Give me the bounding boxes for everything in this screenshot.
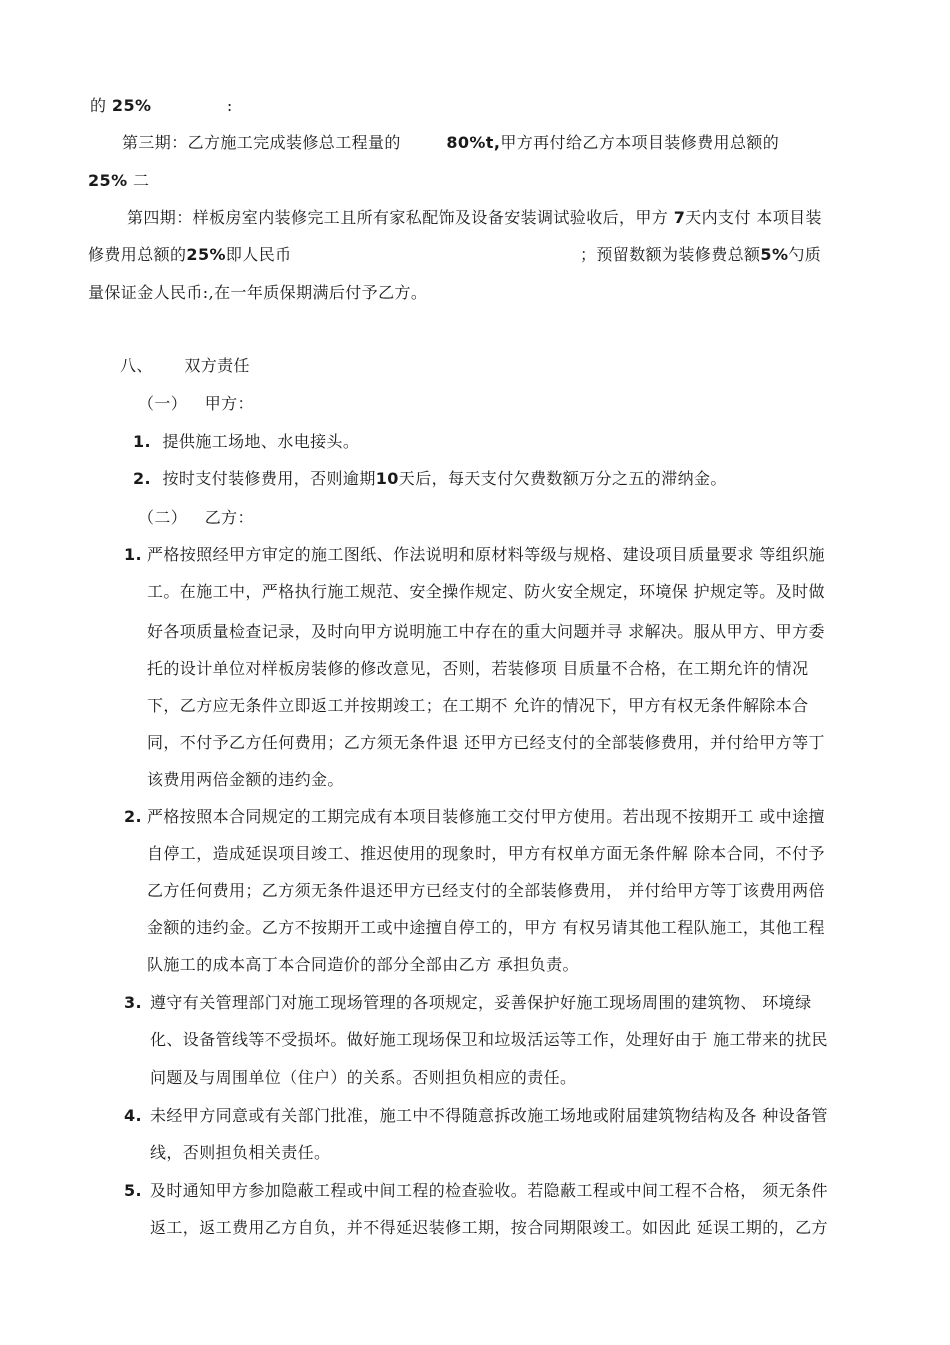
colon: : [226, 96, 233, 115]
section-8-heading [120, 356, 250, 376]
party-b-item-2-line: 队施工的成本高丁本合同造价的部分全部由乙方 承担负责。 [147, 955, 579, 974]
party-b-item-4-number: 4. [124, 1106, 143, 1125]
percent: 25% [111, 96, 152, 115]
party-b-item-1-line: 托的设计单位对样板房装修的修改意见，否则，若装修项 目质量不合格，在工期允许的情况 [147, 659, 809, 678]
payment-line-1 [90, 96, 233, 116]
item-text: 提供施工场地、水电接头。 [162, 432, 360, 451]
text: 的 [90, 96, 107, 115]
text: ；预留数额为装修费总额 [580, 245, 761, 264]
text: 即人民币 [225, 245, 292, 264]
party-b-heading [138, 508, 254, 528]
party-b-item-1-line: 下，乙方应无条件立即返工并按期竣工；在工期不 允许的情况下，甲方有权无条件解除本合 [147, 696, 809, 715]
party-b-item-3-line: 遵守有关管理部门对施工现场管理的各项规定，妥善保护好施工现场周围的建筑物、 环境绿 [150, 993, 812, 1012]
party-b-item-1-line: 工。在施工中，严格执行施工规范、安全操作规定、防火安全规定，环境保 护规定等。及时做 [147, 582, 825, 601]
text: 二 [133, 171, 150, 190]
days-number: 7 [673, 208, 686, 227]
party-a-heading [138, 394, 254, 414]
party-b-item-2-line: 自停工，造成延误项目竣工、推迟使用的现象时，甲方有权单方面无条件解 除本合同，不付予 [147, 844, 825, 863]
party-b-item-4-line: 未经甲方同意或有关部门批准，施工中不得随意拆改施工场地或附届建筑物结构及各 种设备管 [150, 1106, 828, 1125]
party-b-item-3-number: 3. [124, 993, 143, 1012]
item-text: 天后，每天支付欠费数额万分之五的滞纳金。 [398, 469, 727, 488]
phase-4-line-2 [88, 245, 292, 265]
text: 天内支付 本项目装 [685, 208, 822, 227]
phase-4-line-1 [127, 208, 822, 228]
party-b-item-4-line: 线，否则担负相关责任。 [150, 1143, 331, 1162]
party-title: 甲方： [204, 394, 254, 413]
party-b-item-1-line: 好各项质量检查记录，及时向甲方说明施工中存在的重大问题并寻 求解决。服从甲方、甲方委 [147, 622, 825, 641]
party-b-item-3-line: 化、设备管线等不受损坏。做好施工现场保卫和垃圾活运等工作，处理好由于 施工带来的扰民 [150, 1030, 828, 1049]
party-b-item-2-number: 2. [124, 807, 143, 826]
percent: 25% [186, 245, 226, 264]
party-a-item-1 [133, 432, 359, 452]
text: 第四期：样板房室内装修完工且所有家私配饰及设备安装调试验收后，甲方 [127, 208, 669, 227]
percent: 5% [760, 245, 789, 264]
party-b-item-5-line: 返工，返工费用乙方自负，并不得延迟装修工期，按合同期限竣工。如因此 延误工期的，乙方 [150, 1218, 828, 1237]
phase-3-line [122, 133, 779, 153]
phase-3-end [88, 171, 149, 191]
text: 第三期：乙方施工完成装修总工程量的 [122, 133, 401, 152]
party-b-item-5-number: 5. [124, 1181, 143, 1200]
percent: 80%t, [446, 133, 501, 152]
party-b-item-1-line: 该费用两倍金额的违约金。 [147, 770, 344, 789]
text: 修费用总额的 [88, 245, 187, 264]
party-b-item-2-line: 乙方任何费用；乙方须无条件退还甲方已经支付的全部装修费用， 并付给甲方等丁该费用两倍 [147, 881, 825, 900]
party-title: 乙方： [204, 508, 254, 527]
phase-4-line-2-right [580, 245, 821, 265]
party-a-item-2 [133, 469, 727, 489]
party-b-item-1-line: 严格按照经甲方审定的施工图纸、作法说明和原材料等级与规格、建设项目质量要求 等组织施 [147, 545, 825, 564]
party-b-item-5-line: 及时通知甲方参加隐蔽工程或中间工程的检查验收。若隐蔽工程或中间工程不合格， 须无条件 [150, 1181, 828, 1200]
section-number: 八、 [120, 356, 153, 375]
percent: 25% [88, 171, 128, 190]
item-number: 1. [133, 432, 152, 451]
text: 勺质 [788, 245, 822, 264]
party-b-item-3-line: 问题及与周围单位（住户）的关系。否则担负相应的责任。 [150, 1068, 577, 1087]
days-number: 10 [375, 469, 399, 488]
phase-4-line-3: 量保证金人民币:,在一年质保期满后付予乙方。 [88, 283, 428, 302]
item-number: 2. [133, 469, 152, 488]
text: 甲方再付给乙方本项目装修费用总额的 [500, 133, 780, 152]
item-text: 按时支付装修费用，否则逾期 [162, 469, 376, 488]
section-title: 双方责任 [184, 356, 250, 375]
party-b-item-1-line: 同，不付予乙方任何费用；乙方须无条件退 还甲方已经支付的全部装修费用，并付给甲方等丁 [147, 733, 825, 752]
party-b-item-2-line: 金额的违约金。乙方不按期开工或中途擅自停工的，甲方 有权另请其他工程队施工，其他工程 [147, 918, 825, 937]
party-b-item-2-line: 严格按照本合同规定的工期完成有本项目装修施工交付甲方使用。若出现不按期开工 或中途擅 [147, 807, 825, 826]
party-b-item-1-number: 1. [124, 545, 143, 564]
party-label: （一） [138, 394, 188, 413]
party-label: （二） [138, 508, 188, 527]
